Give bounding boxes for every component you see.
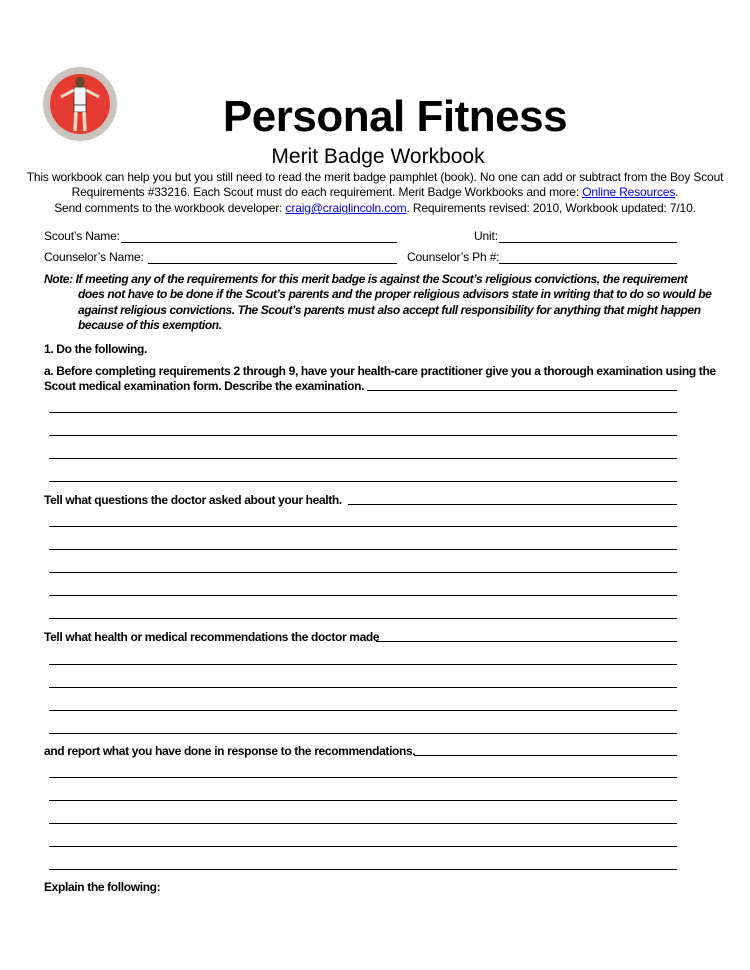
intro-text: Send comments to the workbook developer: <box>54 201 286 215</box>
counselor-phone-field[interactable] <box>499 263 677 264</box>
answer-line[interactable] <box>49 549 677 550</box>
note-rest: does not have to be done if the Scout’s parents and the proper religious advisors state in writing that to do so would be against religious convictions. The Scout’s parents must also accept full responsibility for anything that might happen because of this exemption. <box>78 287 712 332</box>
answer-line[interactable] <box>49 800 677 801</box>
email-link[interactable]: craig@craiglincoln.com <box>285 201 407 215</box>
scout-name-field[interactable] <box>121 242 397 243</box>
intro-line-3 <box>0 201 750 215</box>
answer-line[interactable] <box>367 390 677 391</box>
answer-line[interactable] <box>49 572 677 573</box>
question-report: and report what you have done in response to the recommendations. <box>44 744 416 758</box>
unit-field[interactable] <box>499 242 677 243</box>
question-doctor-questions: Tell what questions the doctor asked about your health. <box>44 493 342 507</box>
answer-line[interactable] <box>49 710 677 711</box>
intro-line-1: This workbook can help you but you still need to read the merit badge pamphlet (book). No one can add or subtract from the Boy Scout <box>26 170 724 184</box>
answer-line[interactable] <box>49 526 677 527</box>
online-resources-link[interactable]: Online Resources <box>582 185 676 199</box>
page-title: Personal Fitness <box>222 92 568 141</box>
scout-name-label: Scout’s Name: <box>44 229 120 243</box>
answer-line[interactable] <box>49 481 677 482</box>
question-recommendations: Tell what health or medical recommendations the doctor made <box>44 630 380 644</box>
counselor-name-label: Counselor’s Name: <box>44 250 144 264</box>
answer-line[interactable] <box>49 687 677 688</box>
answer-line[interactable] <box>49 618 677 619</box>
intro-text: . <box>675 185 679 199</box>
answer-line[interactable] <box>49 869 677 870</box>
answer-line[interactable] <box>49 458 677 459</box>
requirement-1: 1. Do the following. <box>44 342 147 356</box>
answer-line[interactable] <box>49 412 677 413</box>
requirement-1a: a. Before completing requirements 2 through 9, have your health-care practitioner give you a thorough examination using the <box>44 364 716 378</box>
answer-line[interactable] <box>414 755 677 756</box>
counselor-phone-label: Counselor’s Ph #: <box>407 250 500 264</box>
requirement-1a-cont: Scout medical examination form. Describe the examination. <box>44 379 365 393</box>
religious-note <box>44 272 714 333</box>
answer-line[interactable] <box>348 504 677 505</box>
answer-line[interactable] <box>49 777 677 778</box>
answer-line[interactable] <box>49 664 677 665</box>
answer-line[interactable] <box>376 641 677 642</box>
page-subtitle: Merit Badge Workbook <box>271 145 485 168</box>
answer-line[interactable] <box>49 823 677 824</box>
note-first-line: Note: If meeting any of the requirements for this merit badge is against the Scout’s religious convictions, the requirement <box>44 272 688 286</box>
explain-heading: Explain the following: <box>44 880 161 894</box>
answer-line[interactable] <box>49 733 677 734</box>
answer-line[interactable] <box>49 595 677 596</box>
intro-line-2 <box>0 185 750 199</box>
unit-label: Unit: <box>474 229 498 243</box>
answer-line[interactable] <box>49 435 677 436</box>
intro-text: . Requirements revised: 2010, Workbook updated: 7/10. <box>406 201 696 215</box>
intro-text: Requirements #33216. Each Scout must do each requirement. Merit Badge Workbooks and more: <box>71 185 583 199</box>
answer-line[interactable] <box>49 846 677 847</box>
counselor-name-field[interactable] <box>148 263 397 264</box>
